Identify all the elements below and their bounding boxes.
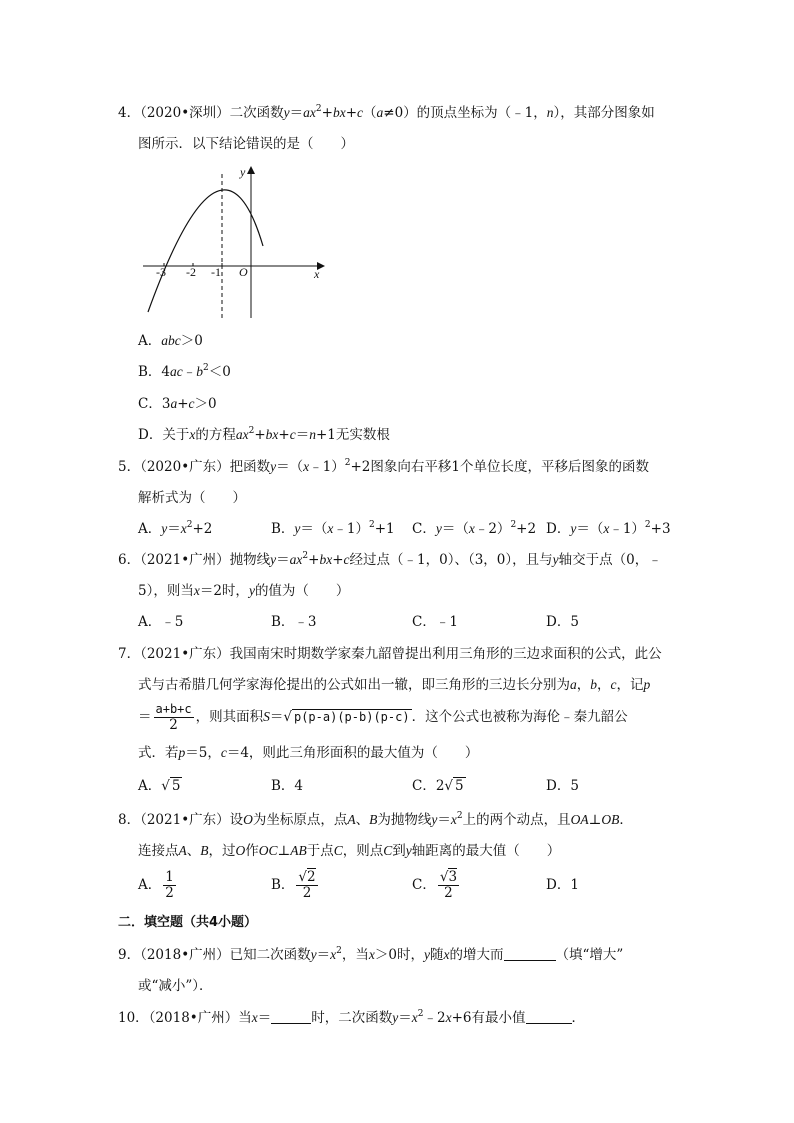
question-number: 6． xyxy=(118,552,141,568)
q5-option-d[interactable]: D．y＝（x﹣1）$^2$+3 xyxy=(546,520,671,537)
semiperimeter-fraction: $\frac{a+b+c}{2}$ xyxy=(155,702,192,733)
question-number: 4． xyxy=(118,105,141,121)
x-axis-label: x xyxy=(314,267,320,281)
q6-line2: 5），则当x＝2时，y的值为（ ） xyxy=(138,583,350,599)
y-axis-label: y xyxy=(240,165,246,179)
answer-blank-min[interactable] xyxy=(526,1023,572,1024)
q8-line1: 8．（2021•广东）设O为坐标原点，点A、B为抛物线$y=x^2$上的两个动点，且OA⊥OB． xyxy=(118,811,633,828)
tick-label-minus-3: -3 xyxy=(156,265,166,279)
question-source: （2020•广东） xyxy=(140,459,230,475)
q4-line1: 4．（2020•深圳）二次函数$y=ax^2+bx+c(a\ne 0)$的顶点坐标为（﹣1，n），其部分图象如 xyxy=(118,104,655,121)
q8-option-a[interactable]: A． $\frac{1}{2}$ xyxy=(138,869,174,901)
question-number: 9． xyxy=(118,947,141,963)
q8-option-c[interactable]: C． $\frac{√3}{2}$ xyxy=(412,869,458,901)
q4-option-c[interactable]: C．3a+c＞0 xyxy=(138,396,217,412)
question-source: （2021•广州） xyxy=(140,552,230,568)
q4-option-d[interactable]: D．关于x的方程$ax^2+bx+c=n+1$无实数根 xyxy=(138,426,390,443)
parabola-curve xyxy=(148,190,263,312)
q6-line1: 6．（2021•广州）抛物线$y=ax^2+bx+c$经过点（﹣1，0）、（3，0），且与y轴交于点（0，﹣ xyxy=(118,551,662,568)
q5-option-c[interactable]: C．y＝（x﹣2）$^2$+2 xyxy=(412,520,537,537)
q5-line2: 解析式为（ ） xyxy=(138,490,246,506)
question-source: （2020•深圳） xyxy=(140,105,230,121)
q7-line1: 7．（2021•广东）我国南宋时期数学家秦九韶曾提出利用三角形的三边求面积的公式，此公 xyxy=(118,646,662,662)
q7-option-a[interactable]: A．√ 5 xyxy=(138,778,181,794)
q7-line4: 式．若p＝5，c＝4，则此三角形面积的最大值为（ ） xyxy=(138,745,479,761)
tick-label-minus-2: -2 xyxy=(186,265,196,279)
q5-line1: 5．（2020•广东）把函数y＝（x﹣1）$^2$+2图象向右平移1个单位长度，平移后图象的函数 xyxy=(118,458,649,475)
q7-option-b[interactable]: B．4 xyxy=(271,778,304,794)
question-number: 8． xyxy=(118,812,141,828)
q7-line3: ＝ $\frac{a+b+c}{2}$ ，则其面积S＝√ p(p-a)(p-b)(p-c) ．这个公式也被称为海伦﹣秦九韶公 xyxy=(138,702,628,733)
q8-option-d[interactable]: D．1 xyxy=(546,877,579,893)
heron-sqrt: √ p(p-a)(p-b)(p-c) xyxy=(283,709,410,725)
question-source: （2018•广州） xyxy=(148,1010,239,1026)
q4-option-a[interactable]: A．abc＞0 xyxy=(138,333,203,349)
section-heading-fill-in: 二．填空题（共4小题） xyxy=(118,915,258,930)
answer-blank-x[interactable] xyxy=(271,1023,311,1024)
q7-option-c[interactable]: C．2√ 5 xyxy=(412,778,464,794)
q10-line1: 10．（2018•广州）当x＝ 时，二次函数$y=x^2﹣2x+6$有最小值 ． xyxy=(118,1009,585,1026)
q9-line2: 或“减小”）． xyxy=(138,978,213,994)
question-source: （2018•广州） xyxy=(140,947,230,963)
q9-line1: 9．（2018•广州）已知二次函数$y=x^2$，当x＞0时，y随x的增大而 （填“增大” xyxy=(118,946,624,963)
question-source: （2021•广东） xyxy=(140,812,230,828)
q7-line2: 式与古希腊几何学家海伦提出的公式如出一辙，即三角形的三边长分别为a，b，c，记p xyxy=(138,677,651,693)
q4-option-b[interactable]: B．$4ac﹣b^2<0$ xyxy=(138,363,231,380)
q8-option-b[interactable]: B． $\frac{√2}{2}$ xyxy=(271,869,316,901)
q6-option-c[interactable]: C．﹣1 xyxy=(412,614,458,630)
answer-blank[interactable] xyxy=(504,960,556,961)
question-source: （2021•广东） xyxy=(140,646,230,662)
parabola-graph xyxy=(135,160,335,320)
q5-option-a[interactable]: A．$y=x^2+2$ xyxy=(138,520,213,537)
question-number: 7． xyxy=(118,646,141,662)
question-number: 5． xyxy=(118,459,141,475)
q8-line2: 连接点A、B，过O作OC⊥AB于点C，则点C到y轴距离的最大值（ ） xyxy=(138,843,561,859)
tick-label-minus-1: -1 xyxy=(211,265,221,279)
q5-option-b[interactable]: B．y＝（x﹣1）$^2$+1 xyxy=(271,520,395,537)
q6-option-a[interactable]: A．﹣5 xyxy=(138,614,184,630)
q6-option-d[interactable]: D．5 xyxy=(546,614,579,630)
q4-line2: 图所示．以下结论错误的是（ ） xyxy=(138,136,354,152)
q7-option-d[interactable]: D．5 xyxy=(546,778,579,794)
q6-option-b[interactable]: B．﹣3 xyxy=(271,614,317,630)
origin-label: O xyxy=(239,265,248,279)
question-number: 10． xyxy=(118,1010,149,1026)
